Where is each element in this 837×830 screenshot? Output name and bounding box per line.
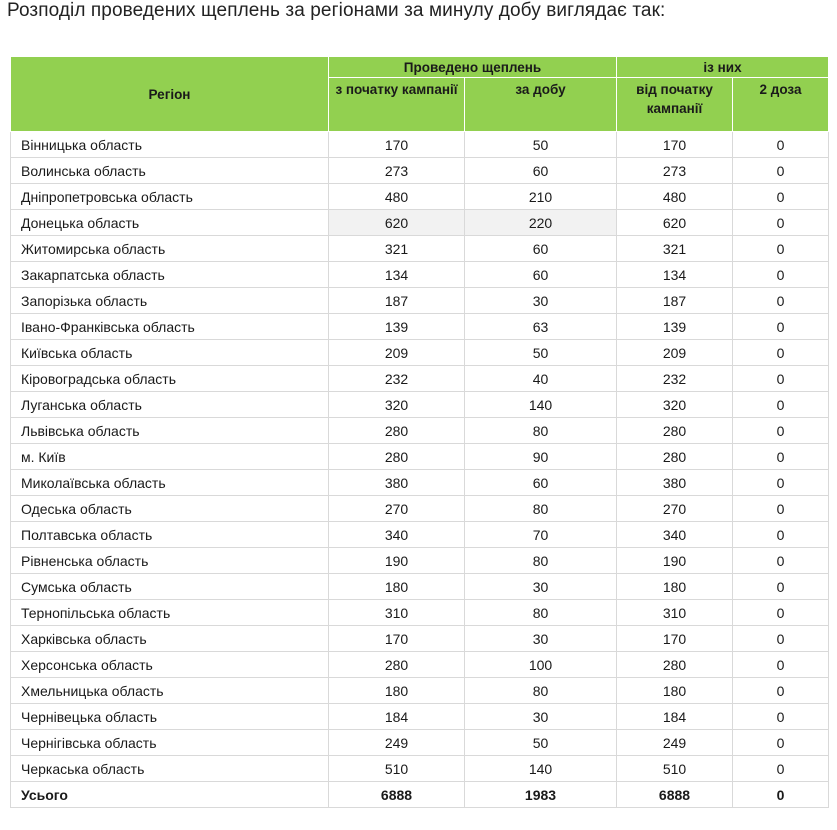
cell-from-start: 380 (617, 470, 733, 496)
cell-dose-2: 0 (733, 444, 829, 470)
vaccination-table (10, 56, 829, 808)
cell-from-start: 321 (617, 236, 733, 262)
cell-dose-2: 0 (733, 496, 829, 522)
cell-since-start: 232 (329, 366, 465, 392)
cell-dose-2: 0 (733, 340, 829, 366)
cell-region: Кіровоградська область (11, 366, 329, 392)
table-row (11, 184, 829, 210)
cell-from-start: 280 (617, 418, 733, 444)
cell-region: Волинська область (11, 158, 329, 184)
cell-per-day: 30 (465, 288, 617, 314)
cell-from-start: 180 (617, 678, 733, 704)
cell-region: Тернопільська область (11, 600, 329, 626)
cell-per-day: 60 (465, 470, 617, 496)
cell-from-start: 280 (617, 652, 733, 678)
cell-since-start: 187 (329, 288, 465, 314)
cell-per-day: 60 (465, 236, 617, 262)
cell-since-start: 280 (329, 418, 465, 444)
table-row (11, 548, 829, 574)
cell-since-start: 184 (329, 704, 465, 730)
cell-region: Івано-Франківська область (11, 314, 329, 340)
cell-per-day: 80 (465, 548, 617, 574)
cell-region: Запорізька область (11, 288, 329, 314)
cell-dose-2: 0 (733, 210, 829, 236)
cell-dose-2: 0 (733, 574, 829, 600)
cell-dose-2: 0 (733, 626, 829, 652)
table-row (11, 132, 829, 158)
cell-dose-2: 0 (733, 548, 829, 574)
cell-since-start: 280 (329, 444, 465, 470)
table-row (11, 210, 829, 236)
cell-since-start: 310 (329, 600, 465, 626)
cell-per-day: 63 (465, 314, 617, 340)
cell-dose-2: 0 (733, 756, 829, 782)
cell-region: Львівська область (11, 418, 329, 444)
cell-since-start: 380 (329, 470, 465, 496)
cell-from-start: 184 (617, 704, 733, 730)
cell-from-start: 190 (617, 548, 733, 574)
cell-region: Хмельницька область (11, 678, 329, 704)
cell-from-start: 510 (617, 756, 733, 782)
cell-region: Рівненська область (11, 548, 329, 574)
cell-from-start: 232 (617, 366, 733, 392)
cell-from-start: 209 (617, 340, 733, 366)
cell-dose-2: 0 (733, 652, 829, 678)
total-cell-from-start: 6888 (617, 782, 733, 808)
cell-from-start: 310 (617, 600, 733, 626)
cell-per-day: 30 (465, 626, 617, 652)
cell-per-day: 140 (465, 756, 617, 782)
cell-region: Луганська область (11, 392, 329, 418)
cell-dose-2: 0 (733, 730, 829, 756)
table-row (11, 236, 829, 262)
table-row (11, 418, 829, 444)
cell-dose-2: 0 (733, 522, 829, 548)
cell-dose-2: 0 (733, 262, 829, 288)
cell-from-start: 280 (617, 444, 733, 470)
cell-per-day: 80 (465, 678, 617, 704)
cell-region: Закарпатська область (11, 262, 329, 288)
header-since-start: з початку кампанії (329, 78, 465, 132)
intro-text: Розподіл проведених щеплень за регіонами за минулу добу виглядає так: (7, 0, 666, 21)
cell-from-start: 620 (617, 210, 733, 236)
cell-since-start: 270 (329, 496, 465, 522)
cell-per-day: 40 (465, 366, 617, 392)
table-row (11, 366, 829, 392)
cell-dose-2: 0 (733, 132, 829, 158)
cell-from-start: 273 (617, 158, 733, 184)
cell-since-start: 180 (329, 574, 465, 600)
cell-from-start: 170 (617, 626, 733, 652)
cell-per-day: 80 (465, 418, 617, 444)
total-cell-region: Усього (11, 782, 329, 808)
cell-region: Київська область (11, 340, 329, 366)
cell-from-start: 170 (617, 132, 733, 158)
header-region: Регіон (11, 57, 329, 132)
table-row (11, 314, 829, 340)
cell-from-start: 139 (617, 314, 733, 340)
table-row (11, 730, 829, 756)
cell-dose-2: 0 (733, 366, 829, 392)
cell-region: Миколаївська область (11, 470, 329, 496)
table-row (11, 470, 829, 496)
cell-from-start: 480 (617, 184, 733, 210)
table-body (11, 132, 829, 808)
cell-region: Чернігівська область (11, 730, 329, 756)
cell-since-start: 134 (329, 262, 465, 288)
cell-since-start: 510 (329, 756, 465, 782)
cell-per-day: 80 (465, 600, 617, 626)
cell-dose-2: 0 (733, 678, 829, 704)
cell-since-start: 180 (329, 678, 465, 704)
cell-since-start: 170 (329, 626, 465, 652)
cell-region: Житомирська область (11, 236, 329, 262)
table-row (11, 756, 829, 782)
cell-per-day: 70 (465, 522, 617, 548)
table-row (11, 574, 829, 600)
cell-region: Одеська область (11, 496, 329, 522)
cell-since-start: 620 (329, 210, 465, 236)
header-from-start: від початку кампанії (617, 78, 733, 132)
cell-since-start: 249 (329, 730, 465, 756)
cell-from-start: 249 (617, 730, 733, 756)
table-row (11, 652, 829, 678)
table-row (11, 600, 829, 626)
table-row (11, 496, 829, 522)
cell-dose-2: 0 (733, 418, 829, 444)
cell-per-day: 210 (465, 184, 617, 210)
total-row (11, 782, 829, 808)
cell-region: Харківська область (11, 626, 329, 652)
table-row (11, 522, 829, 548)
cell-per-day: 30 (465, 574, 617, 600)
table-row (11, 392, 829, 418)
cell-region: Херсонська область (11, 652, 329, 678)
cell-from-start: 134 (617, 262, 733, 288)
table-row (11, 340, 829, 366)
cell-dose-2: 0 (733, 288, 829, 314)
cell-since-start: 170 (329, 132, 465, 158)
cell-per-day: 60 (465, 158, 617, 184)
table-row (11, 704, 829, 730)
total-cell-since-start: 6888 (329, 782, 465, 808)
table-row (11, 262, 829, 288)
cell-since-start: 273 (329, 158, 465, 184)
cell-dose-2: 0 (733, 392, 829, 418)
cell-per-day: 140 (465, 392, 617, 418)
cell-since-start: 480 (329, 184, 465, 210)
table-row (11, 158, 829, 184)
table-row (11, 626, 829, 652)
cell-region: м. Київ (11, 444, 329, 470)
cell-per-day: 100 (465, 652, 617, 678)
cell-from-start: 187 (617, 288, 733, 314)
cell-from-start: 270 (617, 496, 733, 522)
cell-from-start: 340 (617, 522, 733, 548)
cell-region: Дніпропетровська область (11, 184, 329, 210)
cell-since-start: 139 (329, 314, 465, 340)
cell-per-day: 50 (465, 340, 617, 366)
cell-per-day: 30 (465, 704, 617, 730)
total-cell-per-day: 1983 (465, 782, 617, 808)
cell-dose-2: 0 (733, 314, 829, 340)
cell-per-day: 50 (465, 132, 617, 158)
cell-since-start: 209 (329, 340, 465, 366)
cell-since-start: 320 (329, 392, 465, 418)
header-dose-2: 2 доза (733, 78, 829, 132)
cell-since-start: 190 (329, 548, 465, 574)
header-of-them: із них (617, 57, 829, 78)
cell-from-start: 180 (617, 574, 733, 600)
cell-since-start: 340 (329, 522, 465, 548)
cell-dose-2: 0 (733, 158, 829, 184)
cell-per-day: 90 (465, 444, 617, 470)
cell-dose-2: 0 (733, 704, 829, 730)
table-row (11, 678, 829, 704)
cell-from-start: 320 (617, 392, 733, 418)
total-cell-dose-2: 0 (733, 782, 829, 808)
table-row (11, 288, 829, 314)
cell-per-day: 50 (465, 730, 617, 756)
cell-since-start: 321 (329, 236, 465, 262)
cell-region: Черкаська область (11, 756, 329, 782)
header-vaccinations-done: Проведено щеплень (329, 57, 617, 78)
cell-since-start: 280 (329, 652, 465, 678)
cell-dose-2: 0 (733, 600, 829, 626)
cell-per-day: 220 (465, 210, 617, 236)
cell-region: Донецька область (11, 210, 329, 236)
cell-region: Вінницька область (11, 132, 329, 158)
cell-dose-2: 0 (733, 236, 829, 262)
table-row (11, 444, 829, 470)
cell-per-day: 60 (465, 262, 617, 288)
cell-per-day: 80 (465, 496, 617, 522)
cell-dose-2: 0 (733, 470, 829, 496)
cell-dose-2: 0 (733, 184, 829, 210)
header-per-day: за добу (465, 78, 617, 132)
cell-region: Сумська область (11, 574, 329, 600)
cell-region: Полтавська область (11, 522, 329, 548)
cell-region: Чернівецька область (11, 704, 329, 730)
